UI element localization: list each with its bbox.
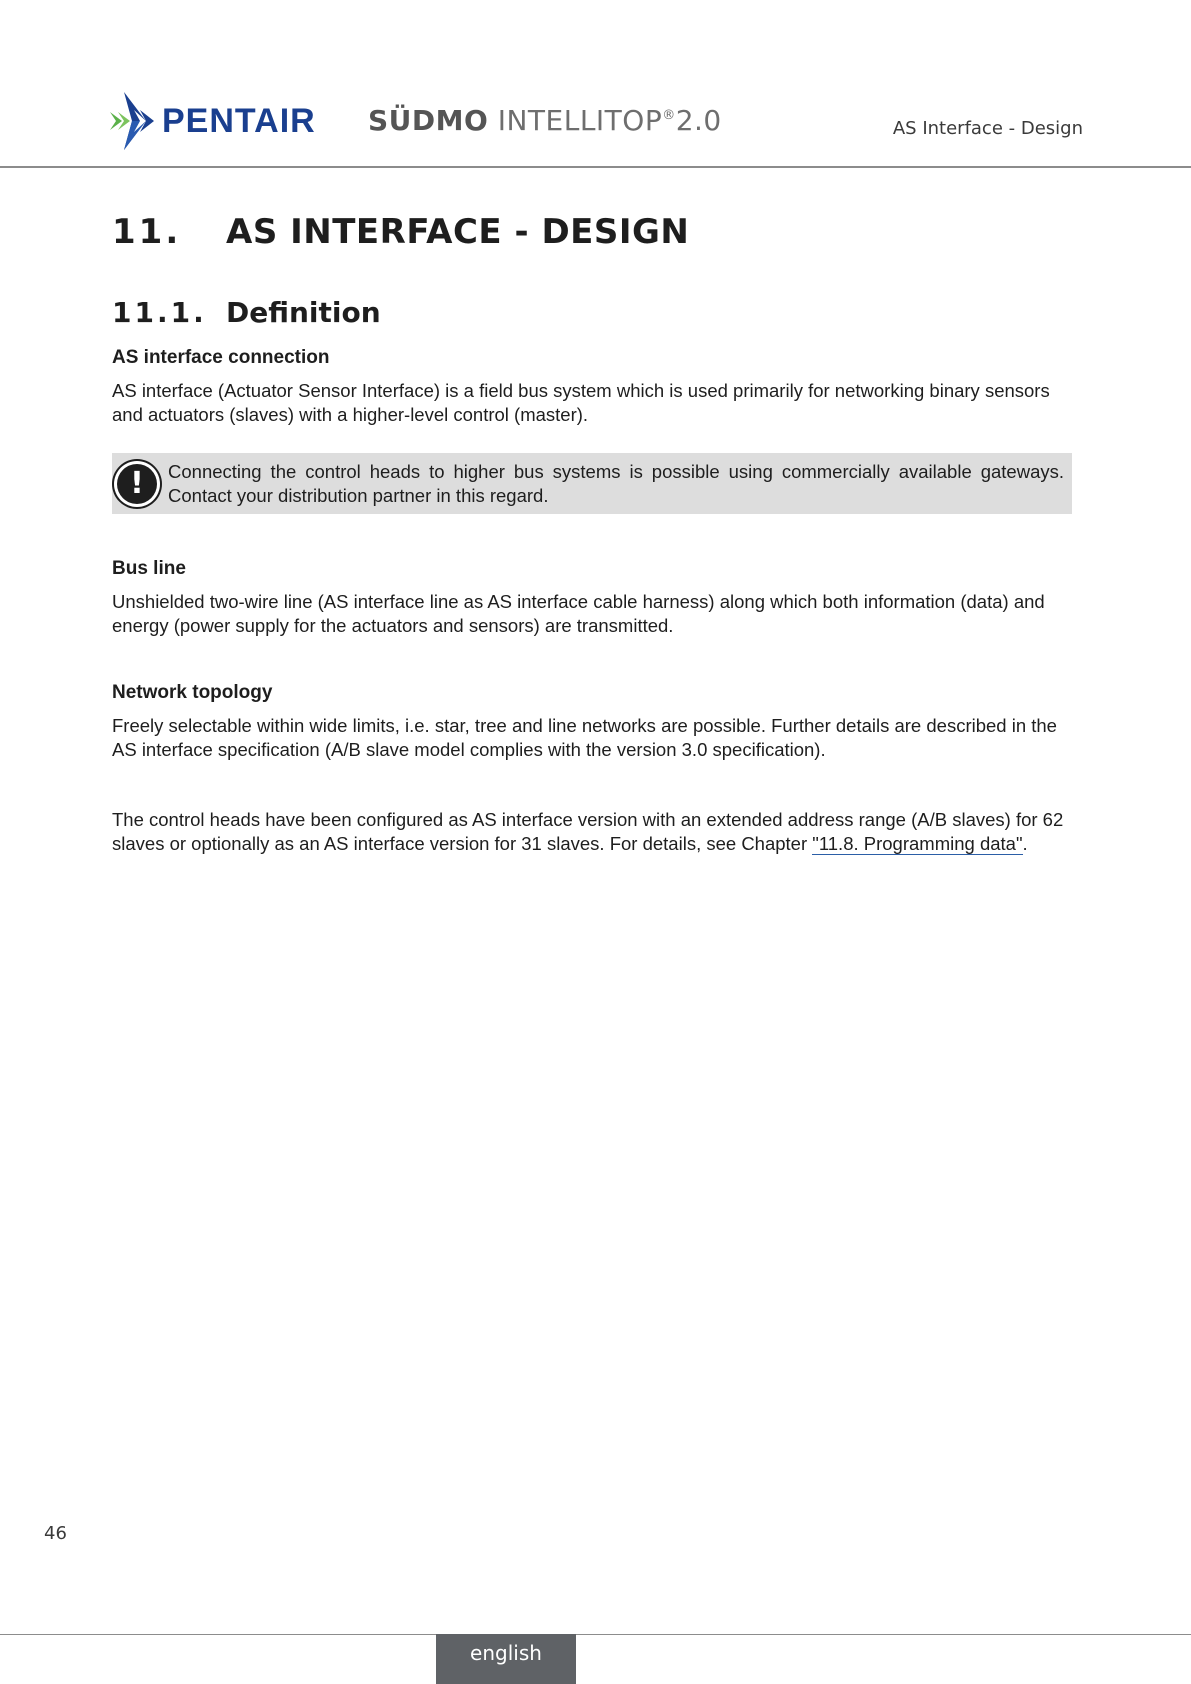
- product-name: [368, 104, 722, 137]
- bus-line-paragraph: Unshielded two-wire line (AS interface line as AS interface cable harness) along which both information (data) and energy (power supply for the actuators and sensors) are transmitted.: [112, 591, 1045, 636]
- footer-divider: [0, 1634, 1191, 1635]
- product-intellitop: INTELLITOP: [497, 104, 663, 137]
- config-text-end: .: [1022, 833, 1028, 854]
- topology-heading: Network topology: [112, 682, 273, 703]
- programming-data-link[interactable]: "11.8. Programming data": [812, 833, 1023, 854]
- header-section-title: AS Interface - Design: [892, 118, 1083, 139]
- chapter-number: 11.: [112, 212, 182, 252]
- config-text: The control heads have been configured as AS interface version with an extended address range (A/B slaves) for 62 slaves or optionally as an AS interface version for 31 slaves. For details, see Chapter: [112, 809, 1064, 854]
- bus-line-heading: Bus line: [112, 558, 186, 579]
- config-paragraph: [112, 808, 1076, 856]
- header-divider: [0, 166, 1191, 168]
- chapter-title: AS INTERFACE - DESIGN: [226, 212, 690, 252]
- topology-paragraph: Freely selectable within wide limits, i.e. star, tree and line networks are possible. Further details are described in the AS interface specification (A/B slave model complies with the version 3.0 specification).: [112, 715, 1057, 760]
- exclamation-icon: !: [114, 461, 160, 507]
- registered-mark: ®: [662, 108, 676, 123]
- connection-heading: AS interface connection: [112, 347, 330, 368]
- brand-name: PENTAIR: [162, 101, 316, 140]
- pentair-logo-mark-icon: [110, 92, 158, 150]
- subchapter-number: 11.1.: [112, 296, 207, 329]
- subchapter-title: Definition: [226, 296, 381, 329]
- language-tab: english: [436, 1634, 576, 1684]
- pentair-logo: [110, 92, 316, 150]
- chapter-heading: [112, 212, 1076, 252]
- main-content: [112, 212, 1076, 856]
- page-header: [0, 0, 1191, 168]
- page-number: 46: [44, 1523, 67, 1544]
- product-sudmo: SÜDMO: [368, 104, 489, 137]
- connection-paragraph: AS interface (Actuator Sensor Interface) is a field bus system which is used primarily for networking binary sensors and actuators (slaves) with a higher-level control (master).: [112, 380, 1050, 425]
- notice-text: Connecting the control heads to higher bus systems is possible using commercially available gateways. Contact your distribution partner in this regard.: [168, 460, 1064, 506]
- subchapter-heading: [112, 296, 1076, 329]
- notice-box: [112, 453, 1072, 514]
- product-version: 2.0: [675, 104, 722, 137]
